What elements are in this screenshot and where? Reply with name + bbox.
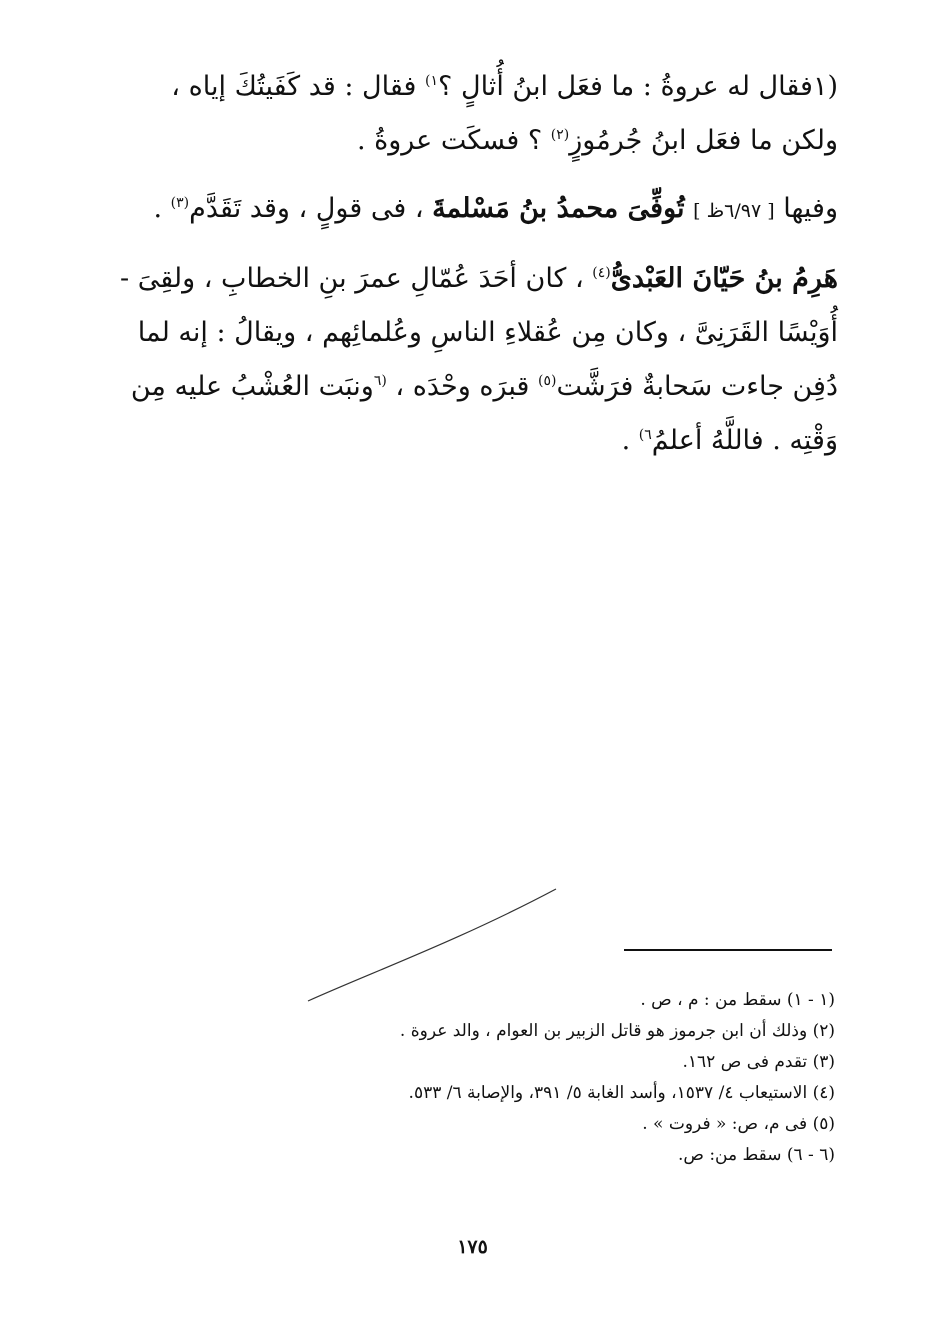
footnote-ref-3: (٣): [170, 195, 190, 211]
text-run: ، كان أحَدَ عُمّالِ عمرَ بنِ الخطابِ ، ولقِىَ - أُوَيْسًا القَرَنِىَّ ، وكان مِن عُقلاءِ الناسِ وعُلمائِهم ، ويقالُ : إنه لما دُفِن جاءت سَحابةٌ فرَشَّت: [120, 263, 838, 402]
footnote-ref-6-start: (٦: [373, 373, 387, 389]
footnote-ref-5: (٥): [538, 373, 557, 389]
footnote-6: (٦ - ٦) سقط من: ص.: [677, 1145, 835, 1165]
footnote-ref-1-end: ١): [425, 73, 439, 89]
entry-heading-name: تُوفِّىَ محمدُ بنُ مَسْلمةَ: [432, 193, 685, 224]
text-run: ونبَت العُشْبُ عليه مِن وَقْتِه . فاللَّهُ أعلمُ: [130, 371, 838, 456]
paragraph-urwa: [108, 60, 838, 168]
text-run: فقال : قد كَفَيتُكَ إياه ، ولكن ما فعَل ابنُ جُرمُوزٍ: [171, 71, 838, 156]
text-run: قبرَه وحْدَه ،: [386, 371, 539, 402]
footnote-2: (٢) وذلك أن ابن جرموز هو قاتل الزبير بن العوام ، والد عروة .: [399, 1021, 835, 1041]
footnote-separator: [624, 949, 832, 951]
text-run: .: [153, 193, 171, 224]
paragraph-muhammad-ibn-maslama: [108, 182, 838, 238]
text-run: (١فقال له عروةُ : ما فعَل ابنُ أُثالٍ ؟: [438, 71, 838, 102]
footnote-3: (٣) تقدم فى ص ١٦٢.: [682, 1052, 835, 1072]
text-run: .: [621, 425, 639, 456]
main-text: [108, 60, 838, 468]
footnote-ref-4: (٤): [592, 265, 611, 281]
footnote-ref-2: (٢): [550, 127, 570, 143]
text-run: ، فى قولٍ ، وقد تَقَدَّم: [189, 193, 433, 224]
text-run: ؟ فسكَت عروةُ .: [356, 125, 551, 156]
entry-heading-name: هَرِمُ بنُ حَيّانَ العَبْدىُّ: [610, 263, 838, 294]
manuscript-folio-marker: [ ٦/٩٧ظ ]: [693, 200, 775, 222]
footnote-1: (١ - ١) سقط من : م ، ص .: [640, 990, 835, 1010]
footnote-5: (٥) فى م، ص: « فروت » .: [642, 1114, 835, 1134]
text-run: وفيها: [774, 193, 838, 224]
paragraph-harim-ibn-hayyan: [108, 252, 838, 468]
text-run: [685, 193, 694, 224]
footnotes: [300, 985, 835, 1171]
footnote-ref-6-end: ٦): [638, 427, 652, 443]
page-number: ١٧٥: [457, 1236, 488, 1258]
footnote-4: (٤) الاستيعاب ٤/ ١٥٣٧، وأسد الغابة ٥/ ٣٩١، والإصابة ٦/ ٥٣٣.: [408, 1083, 835, 1103]
